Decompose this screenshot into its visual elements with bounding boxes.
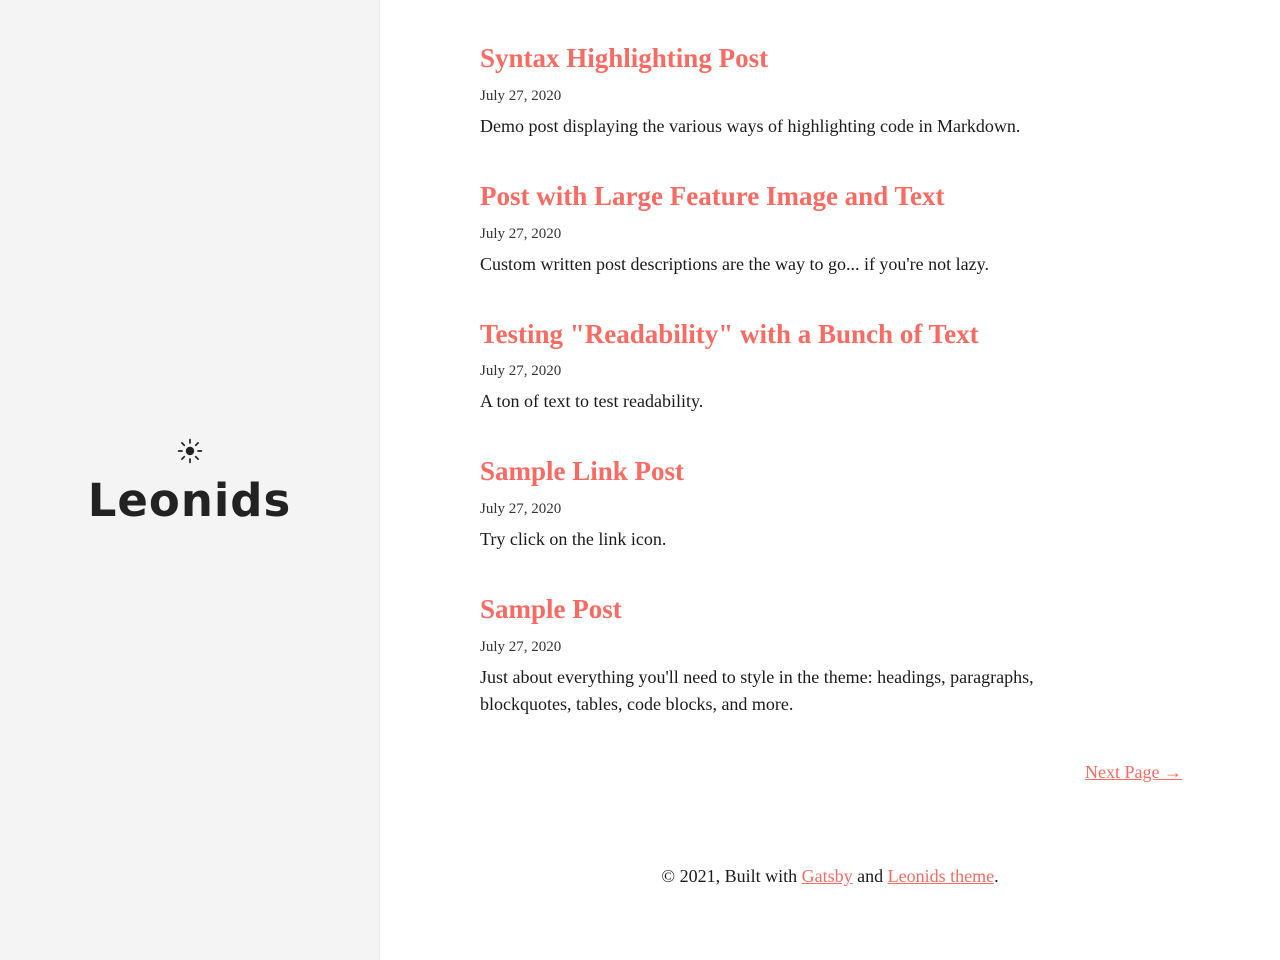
leonids-theme-link[interactable]: Leonids theme (887, 866, 995, 886)
post-list (480, 0, 1182, 718)
list-item (480, 593, 1182, 718)
sidebar (0, 0, 380, 960)
post-excerpt: Custom written post descriptions are the way to go... if you're not lazy. (480, 253, 989, 274)
list-item (480, 455, 1182, 553)
list-item (480, 42, 1182, 140)
pagination (480, 762, 1182, 783)
post-excerpt: A ton of text to test readability. (480, 391, 704, 412)
list-item (480, 180, 1182, 278)
main-content (380, 0, 1280, 960)
post-title-link[interactable]: Syntax Highlighting Post (480, 43, 769, 73)
site-title[interactable]: Leonids (87, 473, 292, 527)
list-item (480, 318, 1182, 416)
gatsby-link[interactable]: Gatsby (801, 866, 853, 886)
post-excerpt: Try click on the link icon. (480, 529, 667, 549)
post-title-link[interactable]: Sample Post (480, 594, 622, 624)
sun-icon (177, 438, 203, 464)
post-date: July 27, 2020 (480, 501, 562, 517)
post-list-container (480, 0, 1182, 783)
site-footer (380, 866, 1280, 887)
footer-period: . (994, 866, 999, 886)
footer-copyright: © 2021, Built with (661, 866, 802, 886)
next-page-link[interactable]: Next Page → (1085, 761, 1182, 782)
post-title-link[interactable]: Sample Link Post (480, 456, 685, 487)
post-date: July 27, 2020 (480, 363, 562, 380)
post-date: July 27, 2020 (480, 225, 562, 242)
post-excerpt: Demo post displaying the various ways of highlighting code in Markdown. (480, 115, 1021, 136)
post-excerpt: Just about everything you'll need to style in the theme: headings, paragraphs, blockquotes, tables, code blocks, and more. (480, 666, 1034, 714)
sidebar-inner (0, 0, 379, 960)
post-date: July 27, 2020 (480, 638, 562, 655)
post-title-link[interactable]: Post with Large Feature Image and Text (480, 180, 945, 211)
post-title-link[interactable]: Testing "Readability" with a Bunch of Text (480, 318, 979, 349)
footer-and: and (852, 866, 888, 886)
post-date: July 27, 2020 (480, 87, 562, 104)
